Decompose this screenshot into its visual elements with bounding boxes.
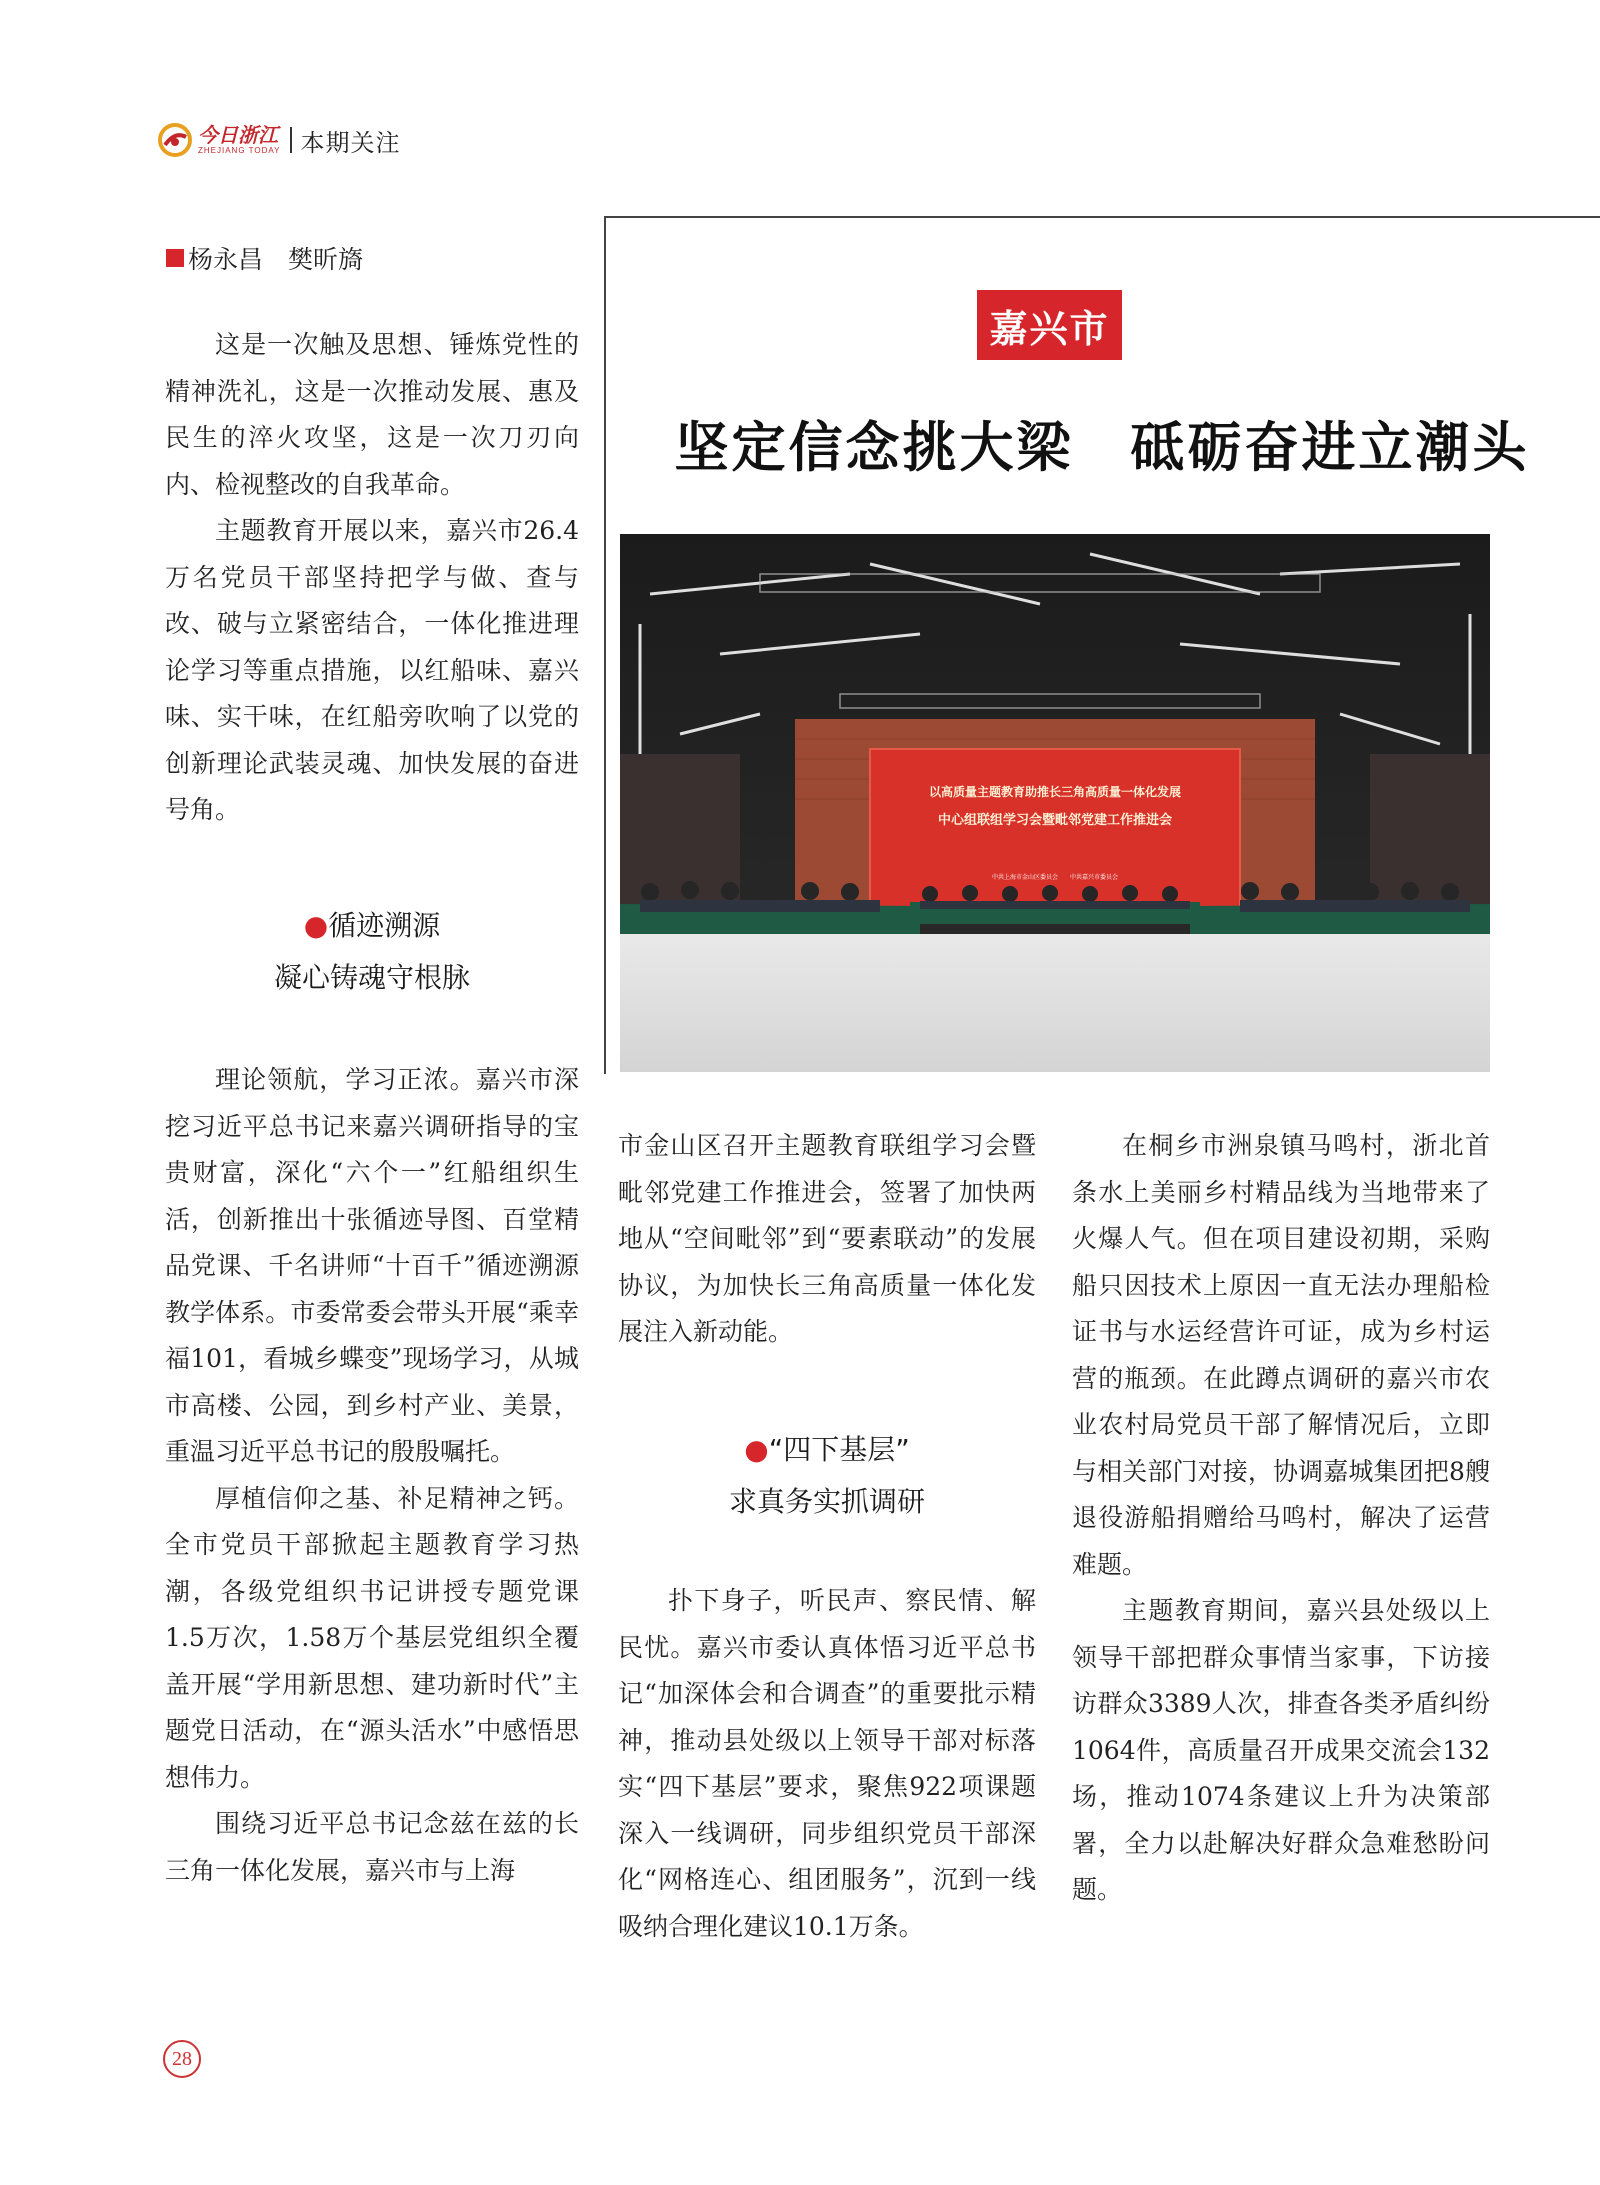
logo-text-en: ZHEJIANG TODAY — [198, 146, 281, 155]
subheading-2 — [618, 1424, 1036, 1528]
paragraph: 主题教育期间，嘉兴县处级以上领导干部把群众事情当家事，下访接访群众3389人次，排查各类矛盾纠纷1064件，高质量召开成果交流会132场，推动1074条建议上升为决策部署，全力以赴解决好群众急难愁盼问题。 — [1072, 1596, 1490, 1904]
masthead — [158, 120, 400, 160]
paragraph: 厚植信仰之基、补足精神之钙。全市党员干部掀起主题教育学习热潮，各级党组织书记讲授专题党课1.5万次，1.58万个基层党组织全覆盖开展“学用新思想、建功新时代”主题党日活动，在“源头活水”中感悟思想伟力。 — [165, 1483, 579, 1792]
subheading-line2: 凝心铸魂守根脉 — [273, 961, 470, 994]
city-badge: 嘉兴市 — [977, 290, 1122, 360]
paragraph: 扑下身子，听民声、察民情、解民忧。嘉兴市委认真体悟习近平总书记“加深体会和合调查”的重要批示精神，推动县处级以上领导干部对标落实“四下基层”要求，聚焦922项课题深入一线调研，同步组织党员干部深化“网格连心、组团服务”，沉到一线吸纳合理化建议10.1万条。 — [618, 1586, 1036, 1941]
subheading-line1: 循迹溯源 — [328, 909, 441, 942]
subheading-line2: 求真务实抓调研 — [728, 1485, 925, 1518]
headline: 坚定信念挑大梁 砥砺奋进立潮头 — [674, 415, 1530, 479]
left-column-lower — [165, 1057, 579, 1894]
logo-icon — [158, 123, 192, 157]
screen-text-org: 中共上海市金山区委员会 中共嘉兴市委员会 — [991, 874, 1119, 881]
left-column — [165, 322, 579, 834]
red-dot-icon: ● — [744, 1433, 769, 1466]
page-number: 28 — [163, 2040, 201, 2078]
paragraph: 市金山区召开主题教育联组学习会暨毗邻党建工作推进会，签署了加快两地从“空间毗邻”到“要素联动”的发展协议，为加快长三角高质量一体化发展注入新动能。 — [618, 1131, 1036, 1346]
paragraph: 这是一次触及思想、锤炼党性的精神洗礼，这是一次推动发展、惠及民生的淬火攻坚，这是一次刀刃向内、检视整改的自我革命。 — [165, 330, 579, 499]
subheading-1 — [165, 900, 579, 1004]
paragraph: 围绕习近平总书记念兹在兹的长三角一体化发展，嘉兴市与上海 — [165, 1809, 579, 1885]
paragraph: 在桐乡市洲泉镇马鸣村，浙北首条水上美丽乡村精品线为当地带来了火爆人气。但在项目建设初期，采购船只因技术上原因一直无法办理船检证书与水运经营许可证，成为乡村运营的瓶颈。在此蹲点调研的嘉兴市农业农村局党员干部了解情况后，立即与相关部门对接，协调嘉城集团把8艘退役游船捐赠给马鸣村，解决了运营难题。 — [1072, 1131, 1490, 1579]
screen-text-line1: 以高质量主题教育助推长三角高质量一体化发展 — [928, 785, 1182, 799]
paragraph: 理论领航，学习正浓。嘉兴市深挖习近平总书记来嘉兴调研指导的宝贵财富，深化“六个一”红船组织生活，创新推出十张循迹导图、百堂精品党课、千名讲师“十百千”循迹溯源教学体系。市委常委会带头开展“乘幸福101，看城乡蝶变”现场学习，从城市高楼、公园，到乡村产业、美景，重温习近平总书记的殷殷嘱托。 — [165, 1065, 579, 1466]
meeting-photo — [620, 534, 1490, 1072]
paragraph: 主题教育开展以来，嘉兴市26.4万名党员干部坚持把学与做、查与改、破与立紧密结合，一体化推进理论学习等重点措施，以红船味、嘉兴味、实干味，在红船旁吹响了以党的创新理论武装灵魂、加快发展的奋进号角。 — [165, 516, 579, 824]
right-column — [1072, 1123, 1490, 1914]
middle-column — [618, 1123, 1036, 1356]
subheading-line1: “四下基层” — [768, 1433, 910, 1466]
middle-column-lower — [618, 1578, 1036, 1950]
byline — [166, 240, 363, 276]
screen-text-line2: 中心组联组学习会暨毗邻党建工作推进会 — [937, 813, 1173, 828]
masthead-divider — [290, 127, 292, 153]
logo-wordmark — [198, 124, 280, 156]
frame-rule-top — [604, 216, 1600, 218]
frame-rule-left — [604, 216, 606, 1074]
red-square-icon — [166, 249, 184, 267]
logo-text-cn: 今日浙江 — [198, 123, 278, 147]
section-title: 本期关注 — [300, 128, 401, 157]
red-dot-icon: ● — [303, 909, 329, 942]
author-names: 杨永昌 樊昕旖 — [188, 245, 364, 274]
